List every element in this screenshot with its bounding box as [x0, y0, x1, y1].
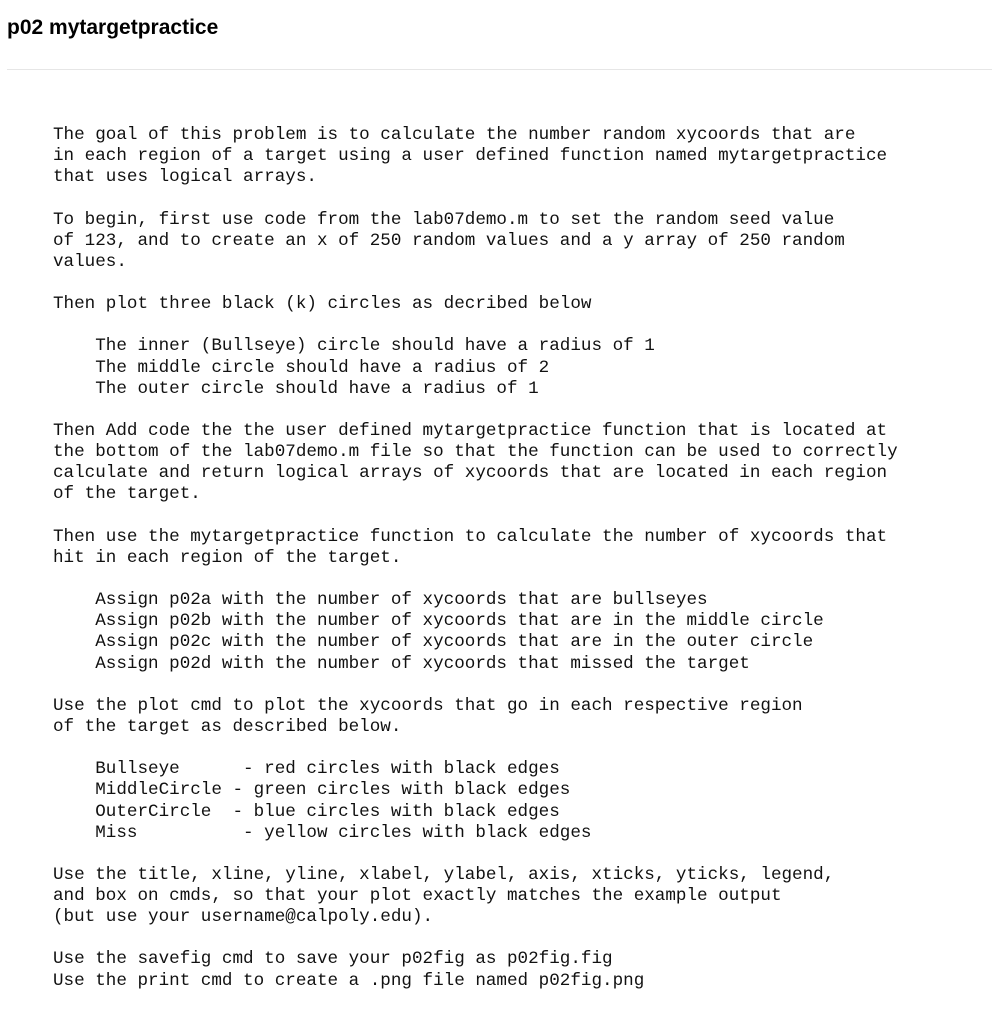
blank-line: [53, 506, 983, 527]
text-line: of 123, and to create an x of 250 random values and a y array of 250 random: [53, 230, 845, 251]
text-line: Bullseye - red circles with black edges: [53, 759, 560, 780]
text-line: values.: [53, 251, 127, 272]
blank-line: [53, 400, 983, 421]
title-divider: [7, 69, 992, 70]
text-line: The inner (Bullseye) circle should have a radius of 1: [53, 336, 655, 357]
text-line: that uses logical arrays.: [53, 167, 317, 188]
problem-description: [53, 125, 983, 992]
text-line: Use the print cmd to create a .png file named p02fig.png: [53, 970, 645, 991]
text-line: and box on cmds, so that your plot exactly matches the example output: [53, 886, 782, 907]
blank-line: [53, 569, 983, 590]
text-line: To begin, first use code from the lab07demo.m to set the random seed value: [53, 209, 835, 230]
blank-line: [53, 928, 983, 949]
text-line: in each region of a target using a user defined function named mytargetpractice: [53, 146, 888, 167]
text-line: Assign p02c with the number of xycoords that are in the outer circle: [53, 632, 814, 653]
blank-line: [53, 844, 983, 865]
text-line: Use the plot cmd to plot the xycoords that go in each respective region: [53, 695, 803, 716]
blank-line: [53, 315, 983, 336]
text-line: hit in each region of the target.: [53, 547, 402, 568]
text-line: Use the title, xline, yline, xlabel, ylabel, axis, xticks, yticks, legend,: [53, 864, 835, 885]
text-line: Use the savefig cmd to save your p02fig as p02fig.fig: [53, 949, 613, 970]
text-line: Miss - yellow circles with black edges: [53, 822, 592, 843]
text-line: Then use the mytargetpractice function to calculate the number of xycoords that: [53, 526, 888, 547]
text-line: of the target as described below.: [53, 716, 402, 737]
text-line: Assign p02b with the number of xycoords that are in the middle circle: [53, 611, 824, 632]
text-line: The goal of this problem is to calculate the number random xycoords that are: [53, 125, 856, 145]
page-title: p02 mytargetpractice: [7, 16, 219, 39]
blank-line: [53, 273, 983, 294]
text-line: OuterCircle - blue circles with black edges: [53, 801, 560, 822]
text-line: of the target.: [53, 484, 201, 505]
text-line: Then plot three black (k) circles as decribed below: [53, 294, 592, 315]
text-line: MiddleCircle - green circles with black edges: [53, 780, 571, 801]
blank-line: [53, 738, 983, 759]
text-line: (but use your username@calpoly.edu).: [53, 907, 434, 928]
blank-line: [53, 188, 983, 209]
text-line: the bottom of the lab07demo.m file so that the function can be used to correctly: [53, 442, 898, 463]
text-line: The outer circle should have a radius of 1: [53, 378, 539, 399]
text-line: The middle circle should have a radius of 2: [53, 357, 550, 378]
blank-line: [53, 675, 983, 696]
text-line: Assign p02d with the number of xycoords that missed the target: [53, 653, 750, 674]
text-line: Then Add code the the user defined mytargetpractice function that is located at: [53, 420, 888, 441]
text-line: Assign p02a with the number of xycoords that are bullseyes: [53, 590, 708, 611]
text-line: calculate and return logical arrays of xycoords that are located in each region: [53, 463, 888, 484]
